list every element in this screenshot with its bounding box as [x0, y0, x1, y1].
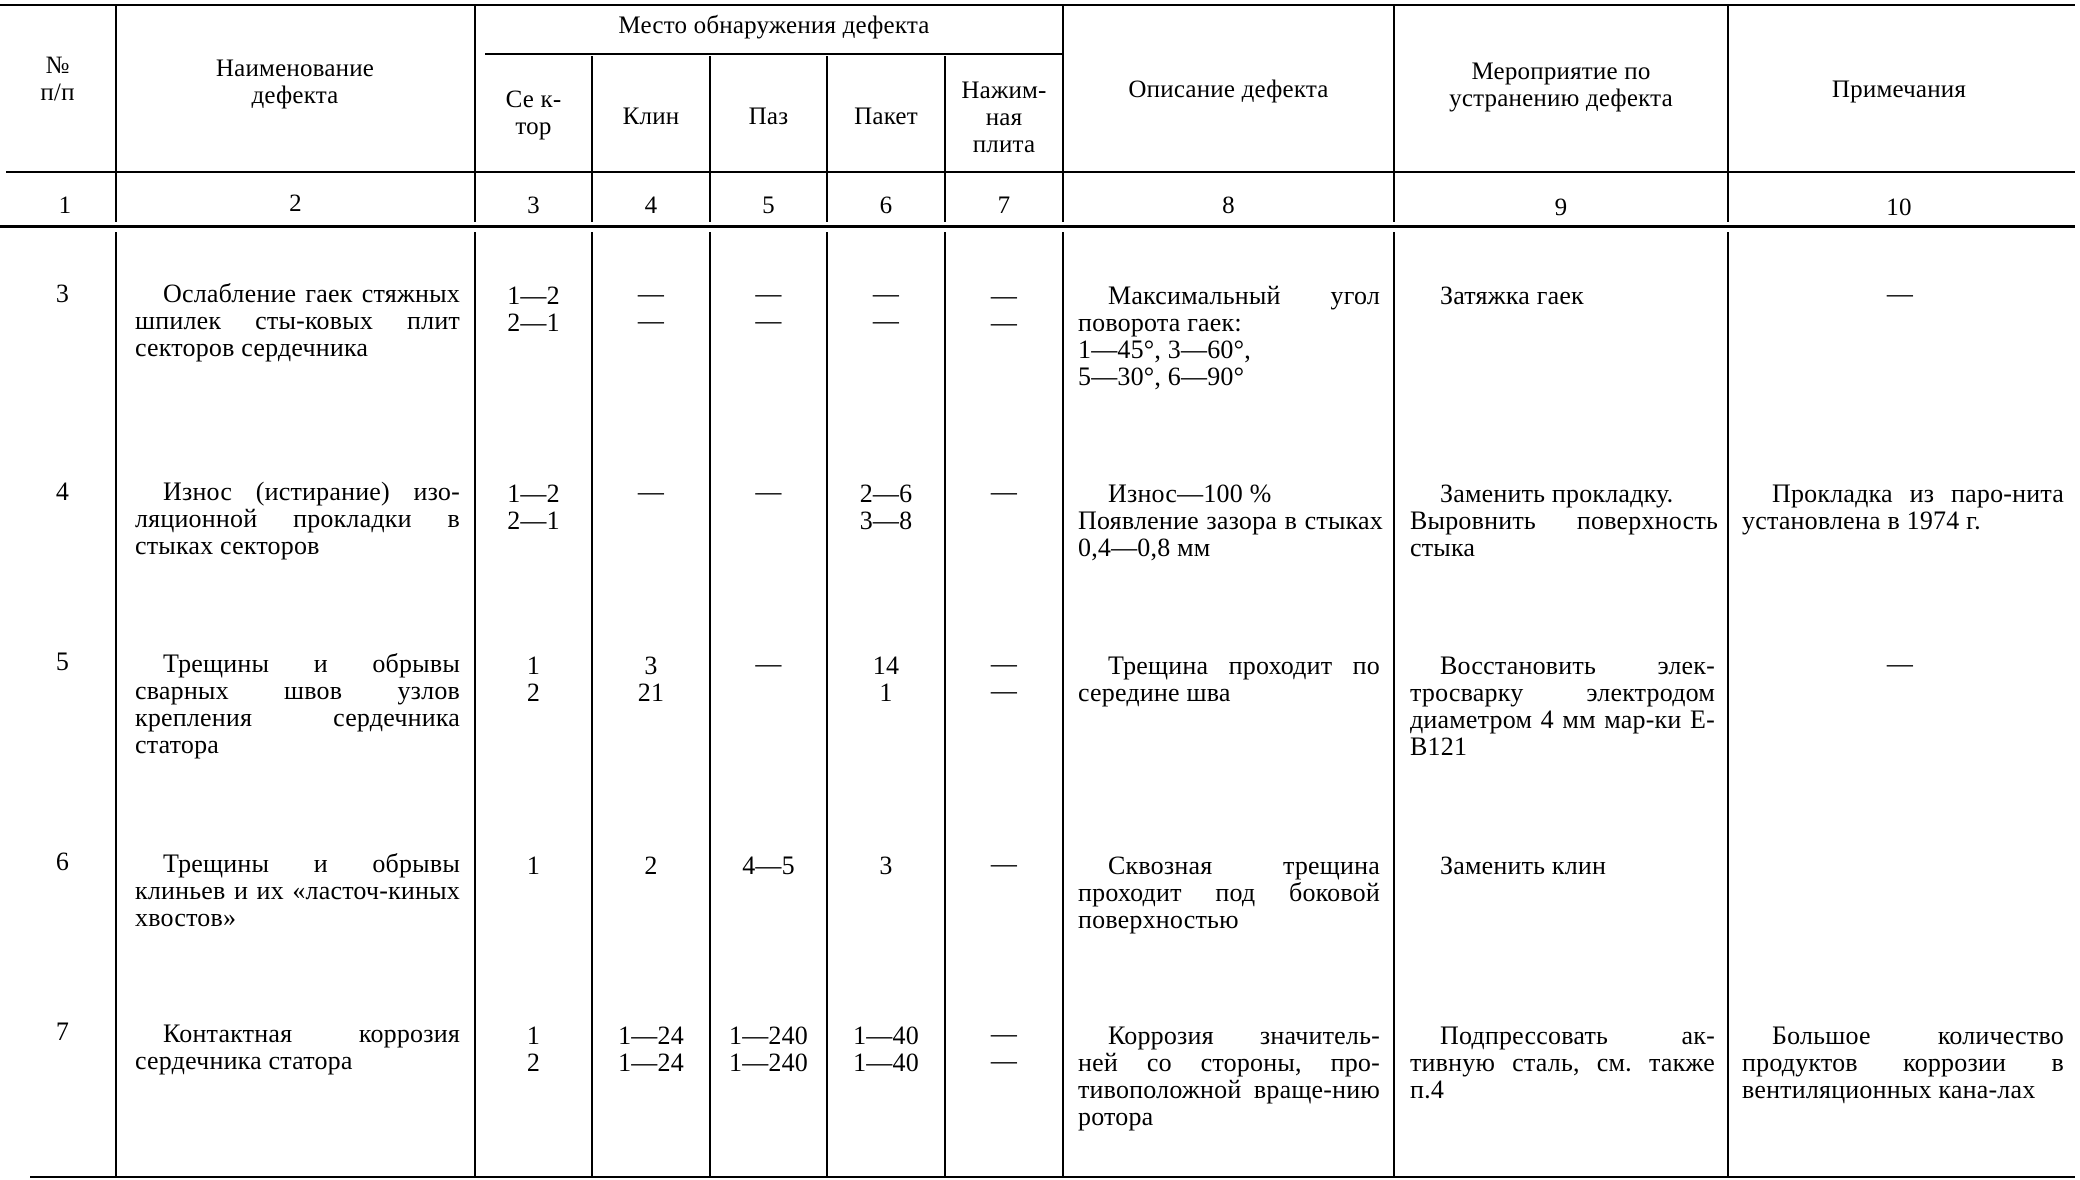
column-number-3: 3	[527, 192, 540, 219]
header-defect-name: Наименование дефекта	[215, 55, 375, 109]
wedge-value: 3 21	[637, 651, 665, 707]
defect-measure: Затяжка гаек	[1440, 281, 1584, 310]
defect-name: Трещины и обрывы сварных швов узлов крепления сердечника статора	[135, 649, 460, 759]
header-sector: Се к- тор	[505, 86, 562, 140]
column-number-4: 4	[644, 192, 658, 219]
pressure-plate-value: — —	[990, 1019, 1018, 1075]
sector-value: 1—2 2—1	[507, 479, 560, 535]
defect-notes: —	[1886, 279, 1914, 308]
header-location-group: Место обнаружения дефекта	[618, 12, 930, 39]
slot-value: 4—5	[742, 851, 795, 880]
defect-description: Трещина проходит по середине шва	[1078, 651, 1380, 707]
defect-measure: Подпрессовать ак-тивную сталь, см. также п.4	[1410, 1021, 1715, 1104]
table-bottom-rule	[30, 1176, 2075, 1178]
defect-notes: Прокладка из паро-нита установлена в 1974 г.	[1742, 479, 2064, 535]
defect-notes: —	[1886, 649, 1914, 678]
packet-value: 14 1	[872, 651, 900, 707]
header-bottom-rule	[6, 171, 2075, 173]
column-number-8: 8	[1222, 192, 1235, 219]
header-description: Описание дефекта	[1128, 76, 1329, 103]
packet-value: 3	[879, 851, 893, 880]
col-rule-7	[1062, 6, 1064, 222]
wedge-value: 2	[644, 851, 658, 880]
pressure-plate-value: —	[990, 477, 1018, 506]
defect-name: Трещины и обрывы клиньев и их «ласточ-киных хвостов»	[135, 849, 460, 932]
sector-value: 1 2	[526, 651, 541, 707]
packet-value: — —	[872, 279, 900, 335]
location-group-underline	[485, 53, 1063, 55]
header-col-number: № п/п	[40, 52, 75, 106]
slot-value: —	[755, 649, 782, 678]
defect-description: Коррозия значитель-ней со стороны, про-тивоположной враще-нию ротора	[1078, 1021, 1380, 1131]
defect-description: Максимальный угол поворота гаек: 1—45°, 3—60°, 5—30°, 6—90°	[1078, 281, 1380, 391]
defect-measure: Заменить клин	[1440, 851, 1607, 880]
defect-name: Ослабление гаек стяжных шпилек сты-ковых плит секторов сердечника	[135, 279, 460, 362]
column-number-2: 2	[289, 190, 302, 217]
header-measure: Мероприятие по устранению дефекта	[1449, 58, 1673, 112]
pressure-plate-value: —	[990, 849, 1018, 878]
header-notes: Примечания	[1831, 76, 1967, 103]
pressure-plate-value: — —	[990, 281, 1018, 337]
defect-name: Износ (истирание) изо-ляционной прокладки в стыках секторов	[135, 477, 460, 560]
wedge-value: 1—24 1—24	[618, 1021, 684, 1077]
slot-value: 1—240 1—240	[729, 1021, 808, 1077]
defect-name: Контактная коррозия сердечника статора	[135, 1019, 460, 1075]
row-number: 3	[55, 279, 70, 308]
column-number-1: 1	[58, 192, 72, 219]
defect-description: Сквозная трещина проходит под боковой поверхностью	[1078, 851, 1380, 934]
defect-description: Износ—100 % Появление зазора в стыках 0,4—0,8 мм	[1078, 479, 1383, 562]
col-rule-8	[1393, 6, 1395, 222]
wedge-value: — —	[637, 279, 665, 335]
column-number-5: 5	[762, 192, 775, 219]
col-rule-9-body	[1727, 232, 1729, 1176]
sector-value: 1	[526, 851, 541, 880]
col-rule-9	[1727, 6, 1729, 222]
header-wedge: Клин	[622, 103, 680, 130]
column-number-9: 9	[1554, 194, 1568, 221]
column-number-6: 6	[879, 192, 893, 219]
row-number: 6	[55, 847, 70, 876]
pressure-plate-value: — —	[990, 649, 1018, 705]
defect-measure: Заменить прокладку. Выровнить поверхность стыка	[1410, 479, 1718, 562]
row-number: 5	[55, 647, 70, 676]
header-slot: Паз	[748, 103, 789, 130]
wedge-value: —	[637, 477, 665, 506]
sector-value: 1 2	[526, 1021, 541, 1077]
top-rule	[0, 4, 2075, 6]
packet-value: 1—40 1—40	[853, 1021, 919, 1077]
column-number-10: 10	[1886, 194, 1912, 221]
defect-measure: Восстановить элек-тросварку электродом диаметром 4 мм мар-ки Е-В121	[1410, 651, 1715, 761]
packet-value: 2—6 3—8	[859, 479, 913, 535]
slot-value: —	[755, 477, 782, 506]
header-packet: Пакет	[854, 103, 918, 130]
col-rule-7-body	[1062, 232, 1064, 1176]
column-number-7: 7	[997, 192, 1011, 219]
header-pressure-plate: Нажим- ная плита	[961, 77, 1047, 158]
column-number-bottom-rule	[0, 225, 2075, 228]
sector-value: 1—2 2—1	[507, 281, 560, 337]
row-number: 7	[55, 1017, 70, 1046]
col-rule-1-body	[115, 232, 117, 1176]
slot-value: — —	[755, 279, 782, 335]
col-rule-8-body	[1393, 232, 1395, 1176]
row-number: 4	[55, 477, 70, 506]
defect-notes: Большое количество продуктов коррозии в вентиляционных кана-лах	[1742, 1021, 2064, 1104]
